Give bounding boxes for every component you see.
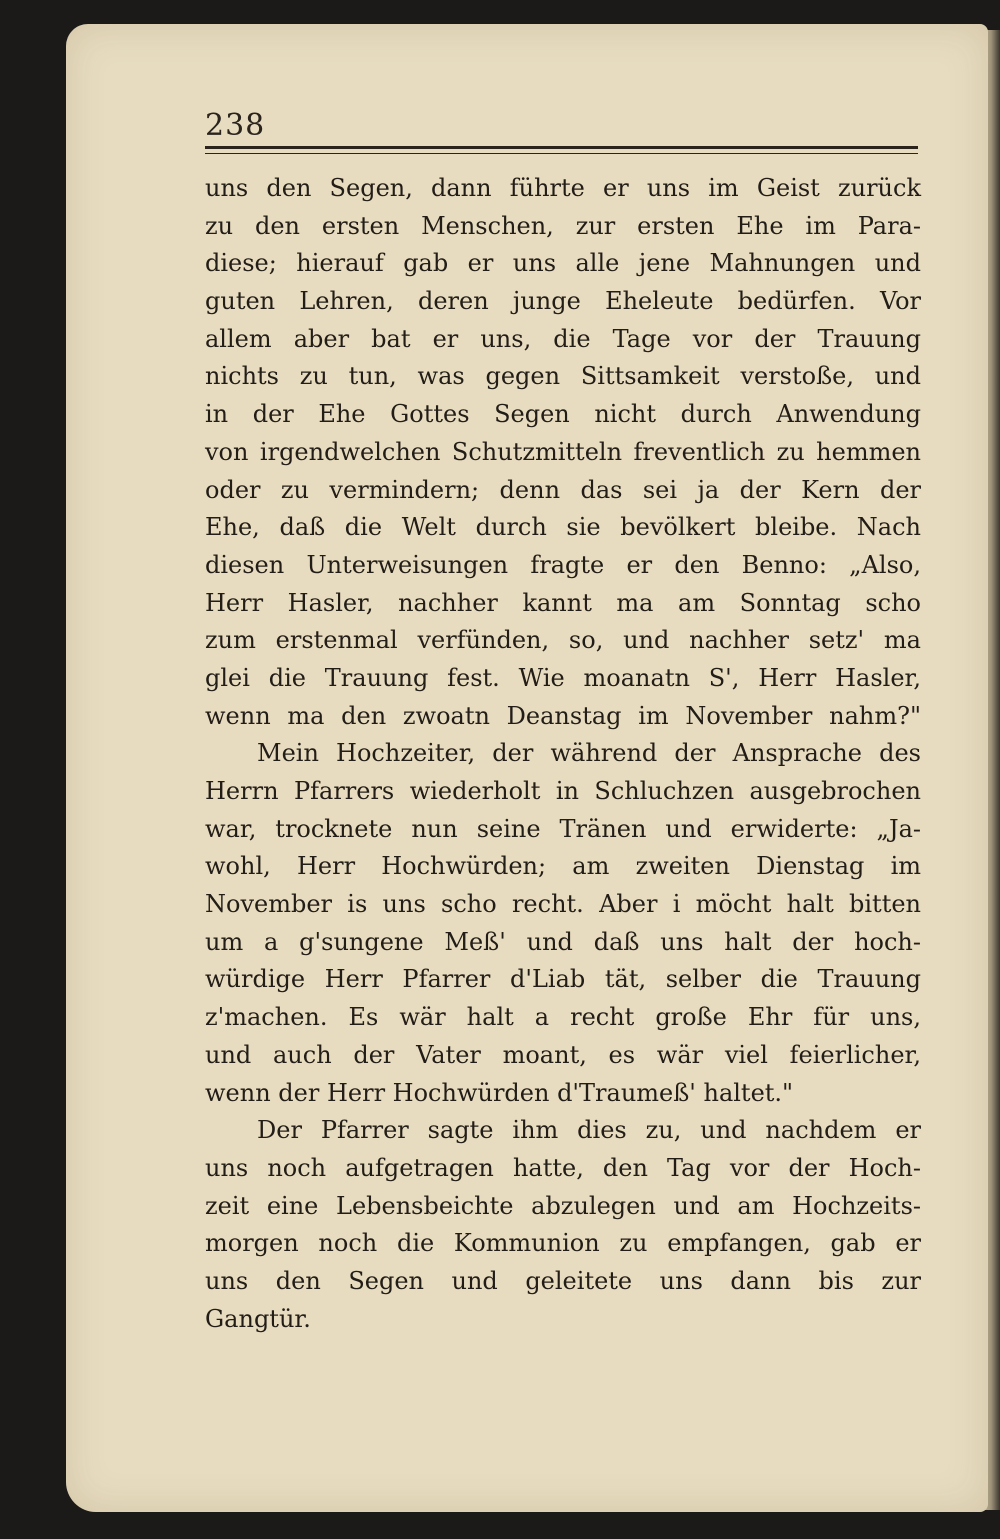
text-line: z'machen. Es wär halt a recht große Ehr für uns, — [205, 1003, 921, 1032]
text-line: zeit eine Lebensbeichte abzulegen und am Hochzeits- — [205, 1191, 921, 1220]
text-line: würdige Herr Pfarrer d'Liab tät, selber die Trauung — [205, 965, 921, 994]
body-text — [205, 170, 921, 1338]
text-line: Der Pfarrer sagte ihm dies zu, und nachdem er — [257, 1116, 921, 1145]
text-line: allem aber bat er uns, die Tage vor der Trauung — [205, 324, 921, 353]
text-line: wenn ma den zwoatn Deanstag im November nahm?" — [205, 701, 921, 730]
text-line: war, trocknete nun seine Tränen und erwiderte: „Ja- — [205, 814, 921, 843]
text-line: Ehe, daß die Welt durch sie bevölkert bleibe. Nach — [205, 513, 921, 542]
text-line: und auch der Vater moant, es wär viel feierlicher, — [205, 1040, 921, 1069]
text-line: in der Ehe Gottes Segen nicht durch Anwendung — [205, 400, 921, 429]
text-line: diese; hierauf gab er uns alle jene Mahnungen und — [205, 249, 921, 278]
page-number: 238 — [205, 108, 266, 143]
text-line: zum erstenmal verfünden, so, und nachher setz' ma — [205, 626, 921, 655]
text-line: Gangtür. — [205, 1304, 311, 1333]
text-line: uns den Segen und geleitete uns dann bis zur — [205, 1266, 921, 1295]
text-line: Mein Hochzeiter, der während der Ansprache des — [257, 739, 921, 768]
text-line: um a g'sungene Meß' und daß uns halt der hoch- — [205, 927, 921, 956]
text-line: diesen Unterweisungen fragte er den Benno: „Also, — [205, 550, 921, 579]
text-line: oder zu vermindern; denn das sei ja der Kern der — [205, 475, 921, 504]
header-rule-thin — [205, 153, 918, 154]
text-line: Herr Hasler, nachher kannt ma am Sonntag scho — [205, 588, 921, 617]
text-line: guten Lehren, deren junge Eheleute bedürfen. Vor — [205, 287, 921, 316]
text-line: uns noch aufgetragen hatte, den Tag vor der Hoch- — [205, 1153, 921, 1182]
text-line: wenn der Herr Hochwürden d'Traumeß' haltet." — [205, 1078, 794, 1107]
text-line: nichts zu tun, was gegen Sittsamkeit verstoße, und — [205, 362, 921, 391]
text-line: glei die Trauung fest. Wie moanatn S', Herr Hasler, — [205, 663, 921, 692]
text-line: zu den ersten Menschen, zur ersten Ehe im Para- — [205, 211, 921, 240]
text-line: wohl, Herr Hochwürden; am zweiten Dienstag im — [205, 852, 921, 881]
text-line: von irgendwelchen Schutzmitteln freventlich zu hemmen — [205, 437, 921, 466]
text-line: November is uns scho recht. Aber i möcht halt bitten — [205, 890, 921, 919]
header-rule-thick — [205, 146, 918, 149]
text-line: Herrn Pfarrers wiederholt in Schluchzen ausgebrochen — [205, 777, 921, 805]
text-line: uns den Segen, dann führte er uns im Geist zurück — [205, 174, 921, 202]
text-line: morgen noch die Kommunion zu empfangen, gab er — [205, 1229, 921, 1258]
